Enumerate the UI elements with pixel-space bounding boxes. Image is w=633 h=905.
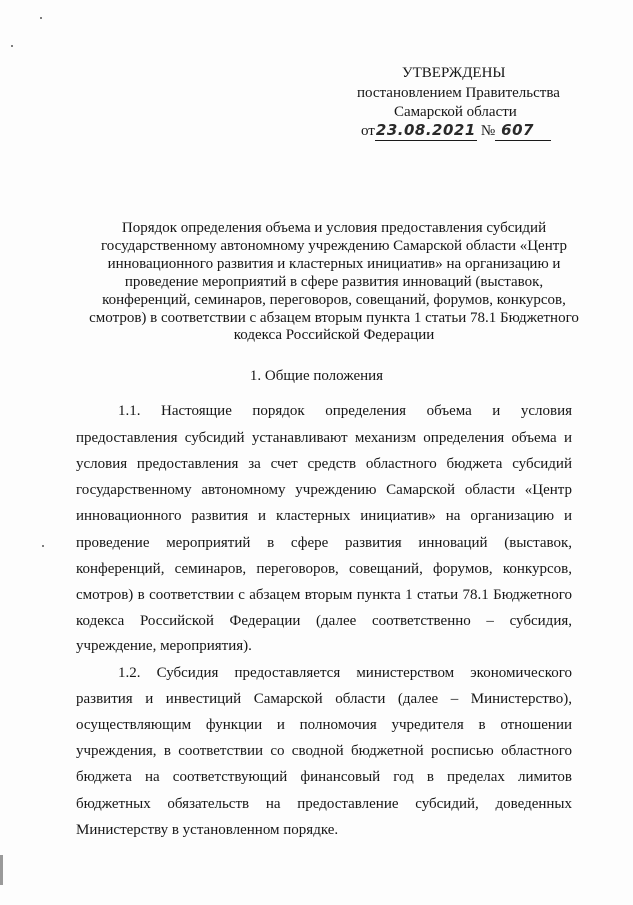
- approval-line-region: Самарской области: [394, 104, 517, 120]
- heading-line: конференций, семинаров, переговоров, совещаний, форумов, конкурсов,: [102, 291, 566, 308]
- paragraph-line: бюджета на соответствующий финансовый год в пределах лимитов: [76, 769, 572, 785]
- paragraph-line: смотров) в соответствии с абзацем вторым пункта 1 статьи 78.1 Бюджетного: [76, 587, 572, 603]
- paragraph-line: бюджетных обязательств на предоставление субсидий, доведенных: [76, 796, 572, 812]
- paragraph-line: учреждения, в соответствии со сводной бюджетной росписью областного: [76, 743, 572, 759]
- approval-title: УТВЕРЖДЕНЫ: [402, 65, 506, 81]
- paragraph-line: условия предоставления за счет средств областного бюджета субсидий: [76, 456, 572, 472]
- paragraph-line: осуществляющим функции и полномочия учредителя в отношении: [76, 717, 572, 733]
- paragraph-line: кодекса Российской Федерации (далее соответственно – субсидия,: [76, 613, 572, 629]
- scan-speck: [42, 545, 44, 547]
- paragraph-line: проведение мероприятий в сфере развития инноваций (выставок,: [76, 535, 572, 551]
- heading-line: проведение мероприятий в сфере развития инноваций (выставок,: [124, 273, 544, 290]
- paragraph-line: 1.2. Субсидия предоставляется министерством экономического: [118, 665, 572, 681]
- approval-date: 23.08.2021: [375, 121, 476, 139]
- approval-number: 607: [495, 121, 551, 141]
- approval-date-number: [361, 121, 551, 141]
- paragraph-line: развития и инвестиций Самарской области (далее – Министерство),: [76, 691, 572, 707]
- paragraph-line: конференций, семинаров, переговоров, совещаний, форумов, конкурсов,: [76, 561, 572, 577]
- heading-line: смотров) в соответствии с абзацем вторым пункта 1 статьи 78.1 Бюджетного: [89, 309, 579, 326]
- document-heading: [84, 220, 584, 345]
- paragraph-line: учреждение, мероприятия).: [76, 638, 252, 654]
- scan-speck: [40, 17, 42, 19]
- paragraph-line: 1.1. Настоящие порядок определения объема и условия: [118, 403, 572, 419]
- heading-line: кодекса Российской Федерации: [233, 327, 435, 344]
- paragraph-line: предоставления субсидий устанавливают механизм определения объема и: [76, 430, 572, 446]
- heading-line: Порядок определения объема и условия предоставления субсидий: [121, 220, 547, 236]
- approval-line-resolution: постановлением Правительства: [357, 85, 560, 101]
- heading-line: государственному автономному учреждению Самарской области «Центр: [101, 237, 567, 254]
- heading-line: инновационного развития и кластерных инициатив» на организацию и: [107, 255, 561, 272]
- paragraph-line: Министерству в установленном порядке.: [76, 822, 339, 838]
- approval-date-prefix: от: [361, 123, 375, 139]
- section-title: 1. Общие положения: [249, 368, 384, 384]
- approval-number-sign: №: [480, 123, 496, 139]
- paragraph-line: инновационного развития и кластерных инициатив» на организацию и: [76, 508, 572, 524]
- paragraph-line: государственному автономному учреждению Самарской области «Центр: [76, 482, 572, 498]
- scan-edge-mark: [0, 855, 3, 885]
- scan-speck: [11, 45, 13, 47]
